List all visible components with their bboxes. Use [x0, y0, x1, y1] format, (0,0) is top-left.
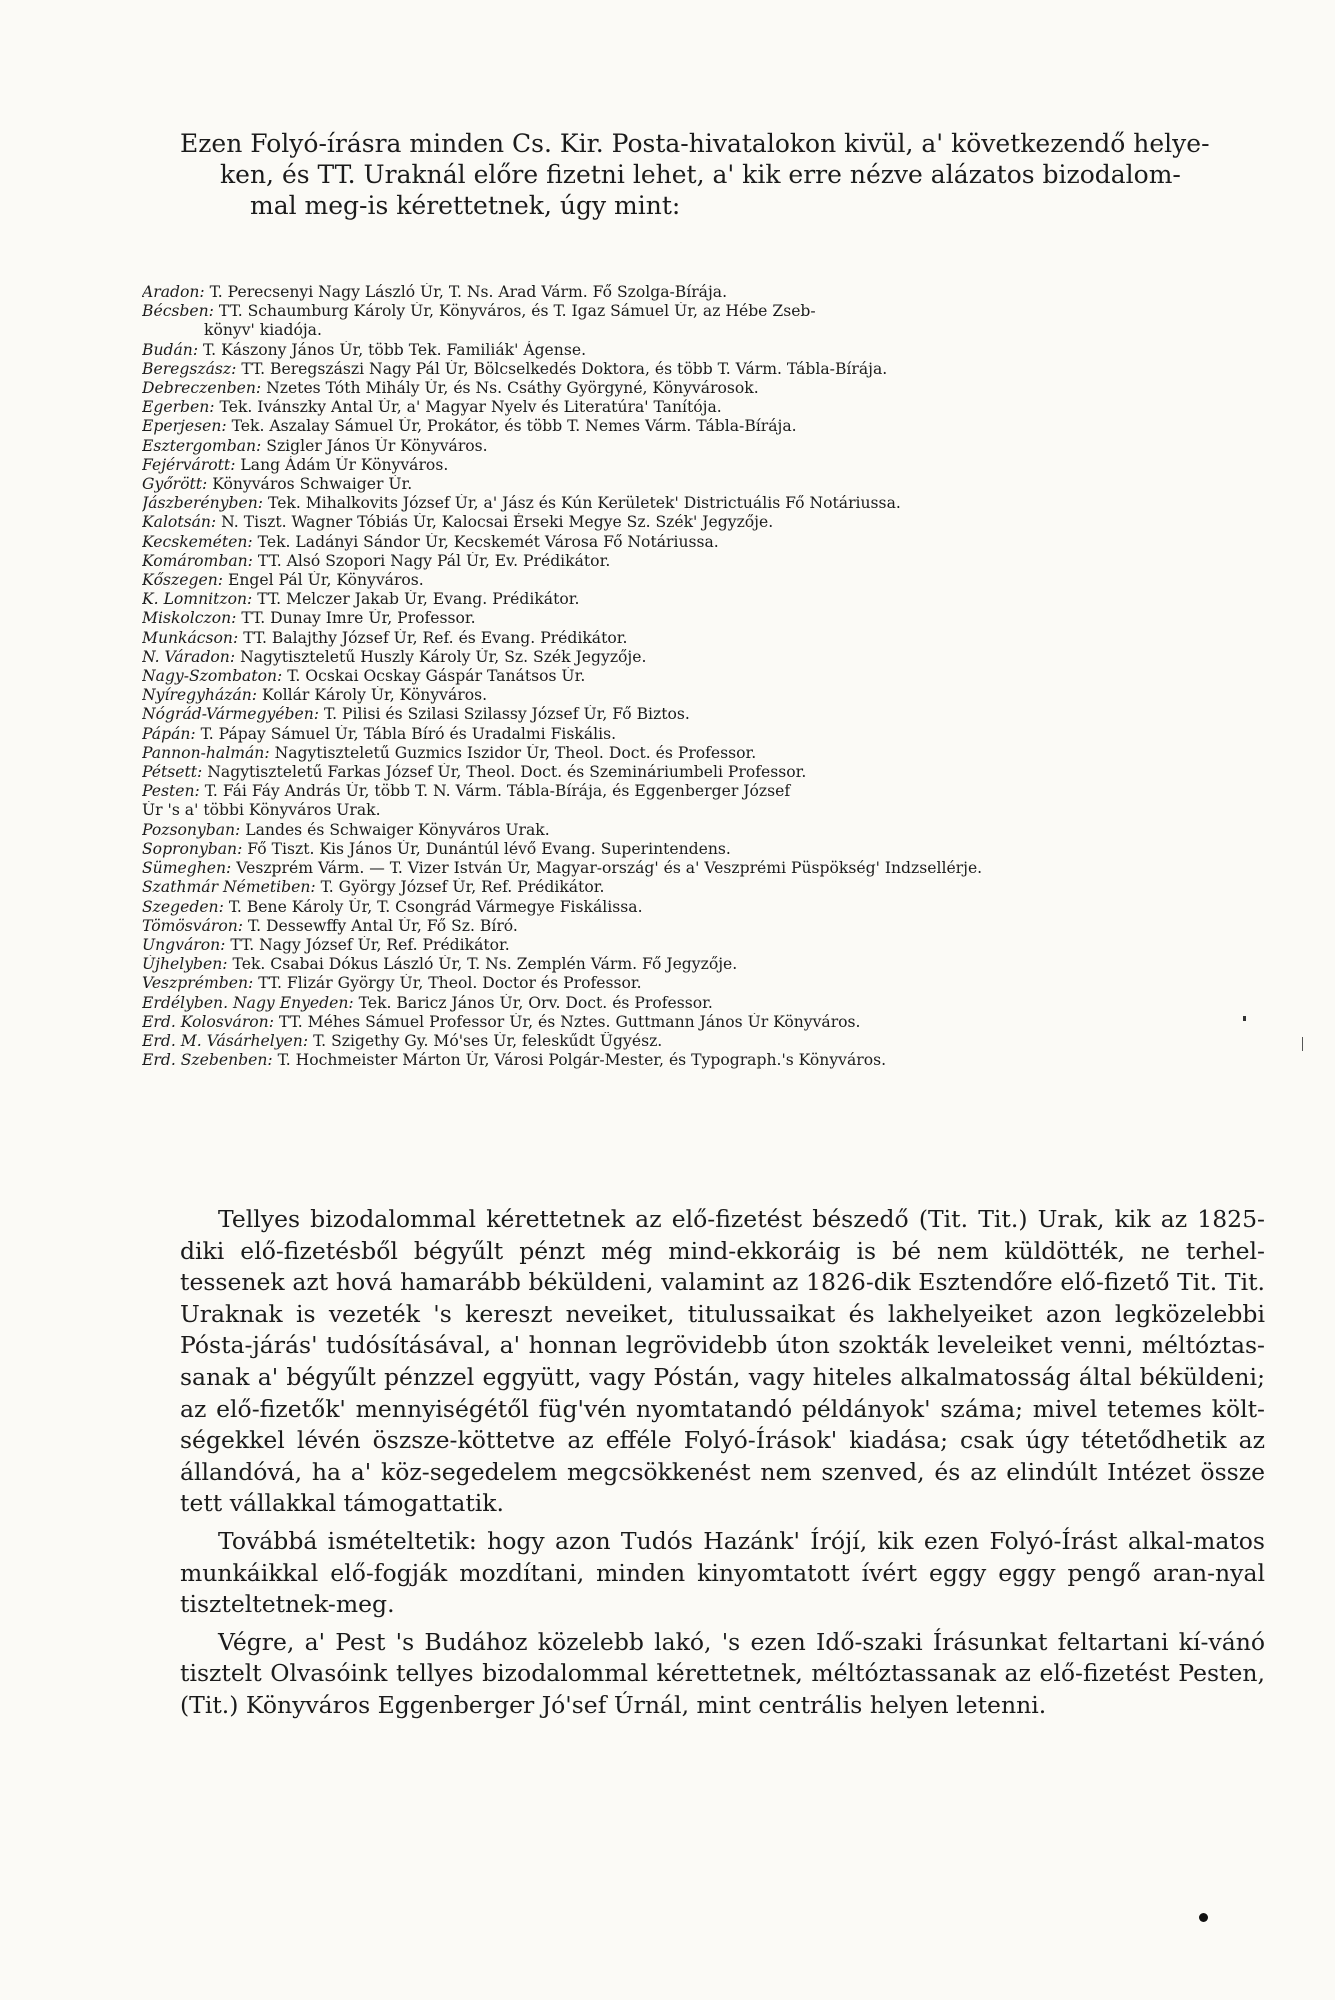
list-item: Kőszegen: Engel Pál Úr, Könyváros. [142, 571, 424, 590]
list-item: Esztergomban: Szigler János Úr Könyváros. [142, 436, 488, 455]
list-item: Pesten: T. Fái Fáy András Úr, több T. N. Várm. Tábla-Bírája, és Eggenberger József [142, 782, 791, 801]
ink-dot [1199, 1913, 1208, 1922]
list-item: Tömösváron: T. Dessewffy Antal Úr, Fő Sz. Bíró. [142, 916, 518, 935]
list-item: Úr 's a' többi Könyváros Urak. [142, 801, 381, 820]
list-item: Pétsett: Nagytiszteletű Farkas József Úr, Theol. Doct. és Szemináriumbeli Professor. [142, 763, 807, 782]
ink-speck [1243, 1016, 1246, 1021]
list-item: Pozsonyban: Landes és Schwaiger Könyváros Urak. [142, 820, 550, 839]
list-item: Eperjesen: Tek. Aszalay Sámuel Úr, Prokátor, és több T. Nemes Várm. Tábla-Bírája. [142, 417, 797, 436]
list-item: N. Váradon: Nagytiszteletű Huszly Károly Úr, Sz. Szék Jegyzője. [142, 647, 647, 666]
list-item: Debreczenben: Nzetes Tóth Mihály Úr, és Ns. Csáthy Györgyné, Könyvárosok. [142, 379, 759, 398]
intro-paragraph [180, 128, 1280, 221]
list-item: Budán: T. Kászony János Úr, több Tek. Familiák' Ágense. [142, 340, 587, 359]
list-item: Sopronyban: Fő Tiszt. Kis János Úr, Dunántúl lévő Evang. Superintendens. [142, 839, 731, 858]
paragraph-3: Végre, a' Pest 's Budához közelebb lakó, 's ezen Idő-szaki Írásunkat feltartani kí-vánó tisztelt Olvasóink tellyes bizodalommal kérettetnek, méltóztassanak az elő-fizetést Pesten, (Tit.) Könyváros Eggenberger Jó'sef Úrnál, mint centrális helyen letenni. [180, 1627, 1265, 1719]
list-item: Kalotsán: N. Tiszt. Wagner Tóbiás Úr, Kalocsai Érseki Megye Sz. Szék' Jegyzője. [142, 513, 774, 532]
paragraph-2: Továbbá ismételtetik: hogy azon Tudós Hazánk' Írójí, kik ezen Folyó-Írást alkal-matos munkáikkal elő-fogják mozdítani, minden kinyomtatott ívért eggy eggy pengő aran-nyal tiszteltetnek-meg. [180, 1526, 1265, 1619]
list-item: Egerben: Tek. Ivánszky Antal Úr, a' Magyar Nyelv és Literatúra' Tanítója. [142, 398, 722, 417]
list-item: Erd. M. Vásárhelyen: T. Szigethy Gy. Mó'ses Úr, feleskűdt Ügyész. [142, 1031, 663, 1050]
list-item: Komáromban: TT. Alsó Szopori Nagy Pál Úr, Ev. Prédikátor. [142, 551, 611, 570]
list-item: Miskolczon: TT. Dunay Imre Úr, Professor. [142, 609, 476, 628]
ink-speck [1302, 1037, 1303, 1051]
list-item: Szathmár Németiben: T. György József Úr, Ref. Prédikátor. [142, 878, 605, 897]
list-item: Pápán: T. Pápay Sámuel Úr, Tábla Bíró és Uradalmi Fiskális. [142, 724, 617, 743]
list-item: Kecskeméten: Tek. Ladányi Sándor Úr, Kecskemét Városa Fő Notáriussa. [142, 532, 719, 551]
list-item: Erdélyben. Nagy Enyeden: Tek. Baricz János Úr, Orv. Doct. és Professor. [142, 993, 713, 1012]
list-item: Győrött: Könyváros Schwaiger Úr. [142, 475, 413, 494]
intro-line-2: ken, és TT. Uraknál előre fizetni lehet, a' kik erre nézve alázatos bizodalom- [220, 160, 1181, 189]
list-item: Nagy-Szombaton: T. Ocskai Ocskay Gáspár Tanátsos Úr. [142, 667, 586, 686]
intro-line-1: Ezen Folyó-írásra minden Cs. Kir. Posta-hivatalokon kivül, a' következendő helye- [180, 129, 1210, 158]
list-item: Bécsben: TT. Schaumburg Károly Úr, Könyváros, és T. Igaz Sámuel Úr, az Hébe Zseb- könyv' kiadója. [142, 302, 816, 340]
list-item: Nógrád-Vármegyében: T. Pilisi és Szilasi Szilassy József Úr, Fő Biztos. [142, 705, 690, 724]
subscription-places-list [142, 283, 1282, 1070]
list-item: Munkácson: TT. Balajthy József Úr, Ref. és Evang. Prédikátor. [142, 628, 628, 647]
list-item: Nyíregyházán: Kollár Károly Úr, Könyváros. [142, 686, 488, 705]
list-item: Ungváron: TT. Nagy József Úr, Ref. Prédikátor. [142, 935, 510, 954]
list-item: Beregszász: TT. Beregszászi Nagy Pál Úr, Bölcselkedés Doktora, és több T. Várm. Tábla-Bírája. [142, 359, 888, 378]
list-item: Erd. Kolosváron: TT. Méhes Sámuel Professor Úr, és Nztes. Guttmann János Úr Könyváros. [142, 1012, 861, 1031]
list-item: Fejérvárott: Lang Ádám Úr Könyváros. [142, 455, 449, 474]
list-item: Újhelyben: Tek. Csabai Dókus László Úr, T. Ns. Zemplén Várm. Fő Jegyzője. [142, 955, 738, 974]
list-item: Veszprémben: TT. Flizár György Úr, Theol. Doctor és Professor. [142, 974, 642, 993]
list-item: Szegeden: T. Bene Károly Úr, T. Csongrád Vármegye Fiskálissa. [142, 897, 643, 916]
list-item: Erd. Szebenben: T. Hochmeister Márton Úr, Városi Polgár-Mester, és Typograph.'s Könyváros. [142, 1051, 887, 1070]
list-item: Aradon: T. Perecsenyi Nagy László Úr, T. Ns. Arad Várm. Fő Szolga-Bírája. [142, 283, 728, 301]
paragraph-1: Tellyes bizodalommal kérettetnek az elő-fizetést bészedő (Tit. Tit.) Urak, kik az 1825-diki elő-fizetésből bégyűlt pénzt még mind-ekkoráig is bé nem küldötték, ne terhel-tessenek azt hová hamarább béküldeni, valamint az 1826-dik Esztendőre elő-fizető Tit. Tit. Uraknak is vezeték 's kereszt neveiket, titulussaikat és lakhelyeiket azon legközelebbi Pósta-járás' tudósításával, a' honnan legrövidebb úton szokták leveleiket venni, méltóztas-sanak a' bégyűlt pénzzel eggyütt, vagy Póstán, vagy hiteles alkalmatosság által béküldeni; az elő-fizetők' mennyiségétől füg'vén nyomtatandó példányok' száma; mivel tetemes költ-ségekkel lévén öszsze-köttetve az efféle Folyó-Írások' kiadása; csak úgy tétetődhetik az állandóvá, ha a' köz-segedelem megcsökkenést nem szenved, és az elindúlt Intézet össze tett vállakkal támogattatik. [180, 1205, 1265, 1518]
intro-line-3: mal meg-is kérettetnek, úgy mint: [250, 191, 681, 220]
list-item: Jászberényben: Tek. Mihalkovits József Úr, a' Jász és Kún Kerületek' Districtuális Fő Notáriussa. [142, 494, 901, 513]
list-item: Sümeghen: Veszprém Várm. — T. Vizer István Úr, Magyar-ország' és a' Veszprémi Püspökség' Indzsellérje. [142, 859, 983, 878]
list-item: K. Lomnitzon: TT. Melczer Jakab Úr, Evang. Prédikátor. [142, 590, 580, 609]
list-item: Pannon-halmán: Nagytiszteletű Guzmics Iszidor Úr, Theol. Doct. és Professor. [142, 743, 757, 762]
body-text [180, 1204, 1265, 1728]
